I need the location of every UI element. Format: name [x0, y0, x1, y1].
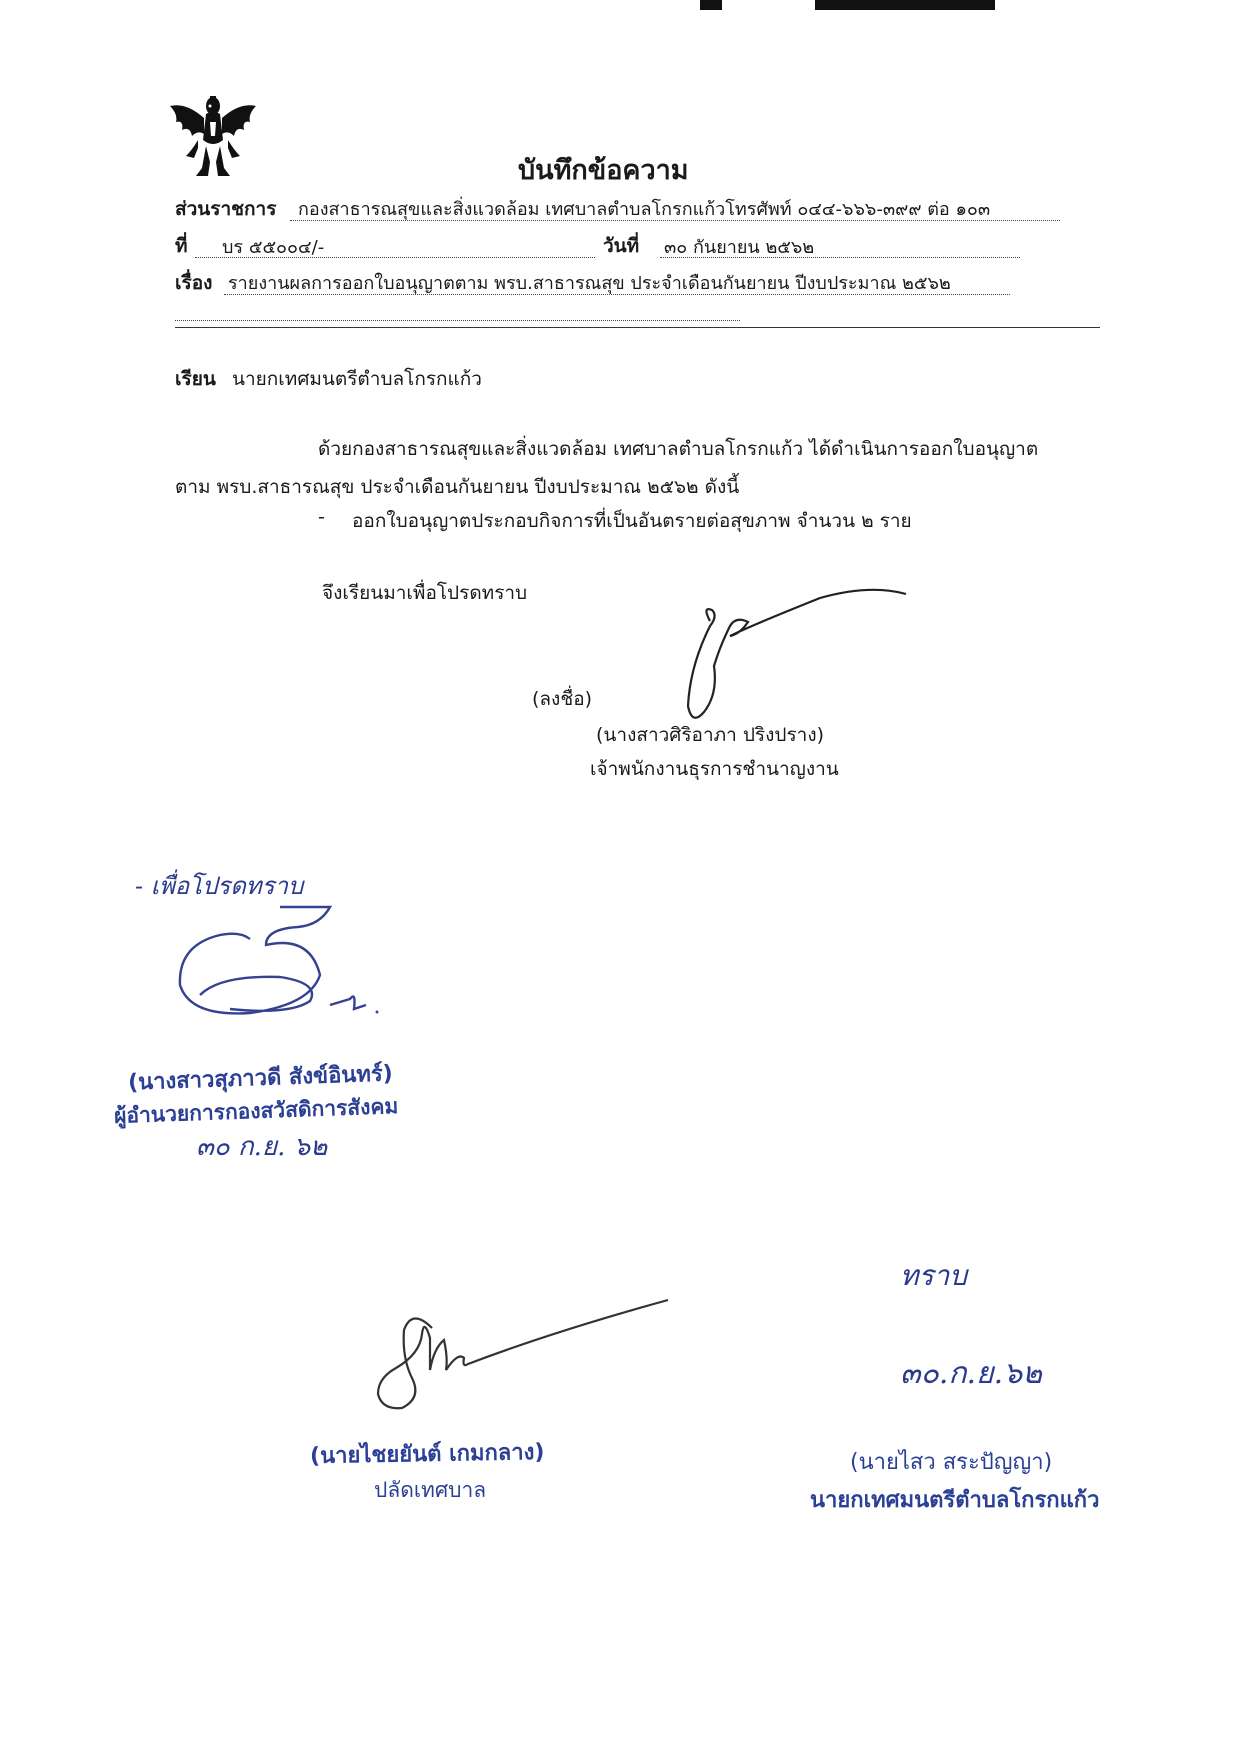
body-line-2: ตาม พรบ.สาธารณสุข ประจำเดือนกันยายน ปีงบประมาณ ๒๕๖๒ ดังนี้: [175, 476, 740, 498]
garuda-emblem-icon: [168, 92, 258, 180]
header-separator: [175, 327, 1100, 328]
closing-text: จึงเรียนมาเพื่อโปรดทราบ: [322, 582, 528, 604]
ref-value: บร ๕๕๐๐๔/-: [222, 237, 325, 258]
date-dotted-line: [660, 257, 1020, 258]
director-position: ผู้อำนวยการกองสวัสดิการสังคม: [113, 1094, 399, 1128]
ref-label: ที่: [175, 235, 188, 257]
subject-label: เรื่อง: [175, 272, 213, 294]
to-value: นายกเทศมนตรีตำบลโกรกแก้ว: [232, 368, 482, 390]
scan-edge-mark: [815, 0, 995, 10]
director-signature: [170, 905, 380, 1055]
agency-dotted-line: [290, 220, 1060, 221]
subject-dotted-line-2: [175, 320, 740, 321]
memo-title: บันทึกข้อความ: [518, 155, 689, 186]
date-label: วันที่: [603, 235, 640, 257]
mayor-date: ๓๐.ก.ย.๖๒: [900, 1356, 1042, 1391]
clerk-name: (นายไชยยันต์ เกมกลาง): [309, 1439, 545, 1470]
mayor-note: ทราบ: [900, 1259, 967, 1292]
mayor-name: (นายไสว สระปัญญา): [850, 1450, 1053, 1475]
agency-value: กองสาธารณสุขและสิ่งแวดล้อม เทศบาลตำบลโกรกแก้วโทรศัพท์ ๐๔๔-๖๖๖-๓๙๙ ต่อ ๑๐๓: [298, 199, 991, 220]
ref-dotted-line: [195, 257, 595, 258]
director-name: (นางสาวสุภาวดี สังข์อินทร์): [127, 1061, 394, 1096]
bullet-dash: -: [318, 506, 325, 528]
clerk-position: ปลัดเทศบาล: [374, 1478, 487, 1502]
signer-position: เจ้าพนักงานธุรการชำนาญงาน: [590, 758, 839, 780]
to-label: เรียน: [175, 368, 216, 390]
signer-name: (นางสาวศิริอาภา ปริงปราง): [596, 724, 825, 746]
sign-label: (ลงชื่อ): [532, 688, 593, 710]
clerk-signature: [372, 1298, 672, 1418]
body-line-1: ด้วยกองสาธารณสุขและสิ่งแวดล้อม เทศบาลตำบลโกรกแก้ว ได้ดำเนินการออกใบอนุญาต: [318, 438, 1039, 460]
subject-value: รายงานผลการออกใบอนุญาตตาม พรบ.สาธารณสุข ประจำเดือนกันยายน ปีงบประมาณ ๒๕๖๒: [228, 273, 951, 294]
subject-dotted-line: [224, 294, 1010, 295]
date-value: ๓๐ กันยายน ๒๕๖๒: [664, 237, 815, 258]
mayor-position: นายกเทศมนตรีตำบลโกรกแก้ว: [810, 1488, 1100, 1513]
bullet-text: ออกใบอนุญาตประกอบกิจการที่เป็นอันตรายต่อสุขภาพ จำนวน ๒ ราย: [352, 510, 912, 532]
director-date: ๓๐ ก.ย. ๖๒: [196, 1132, 328, 1162]
author-signature: [670, 586, 920, 726]
director-note: - เพื่อโปรดทราบ: [135, 872, 304, 900]
scan-edge-mark: [700, 0, 722, 10]
agency-label: ส่วนราชการ: [175, 198, 277, 220]
